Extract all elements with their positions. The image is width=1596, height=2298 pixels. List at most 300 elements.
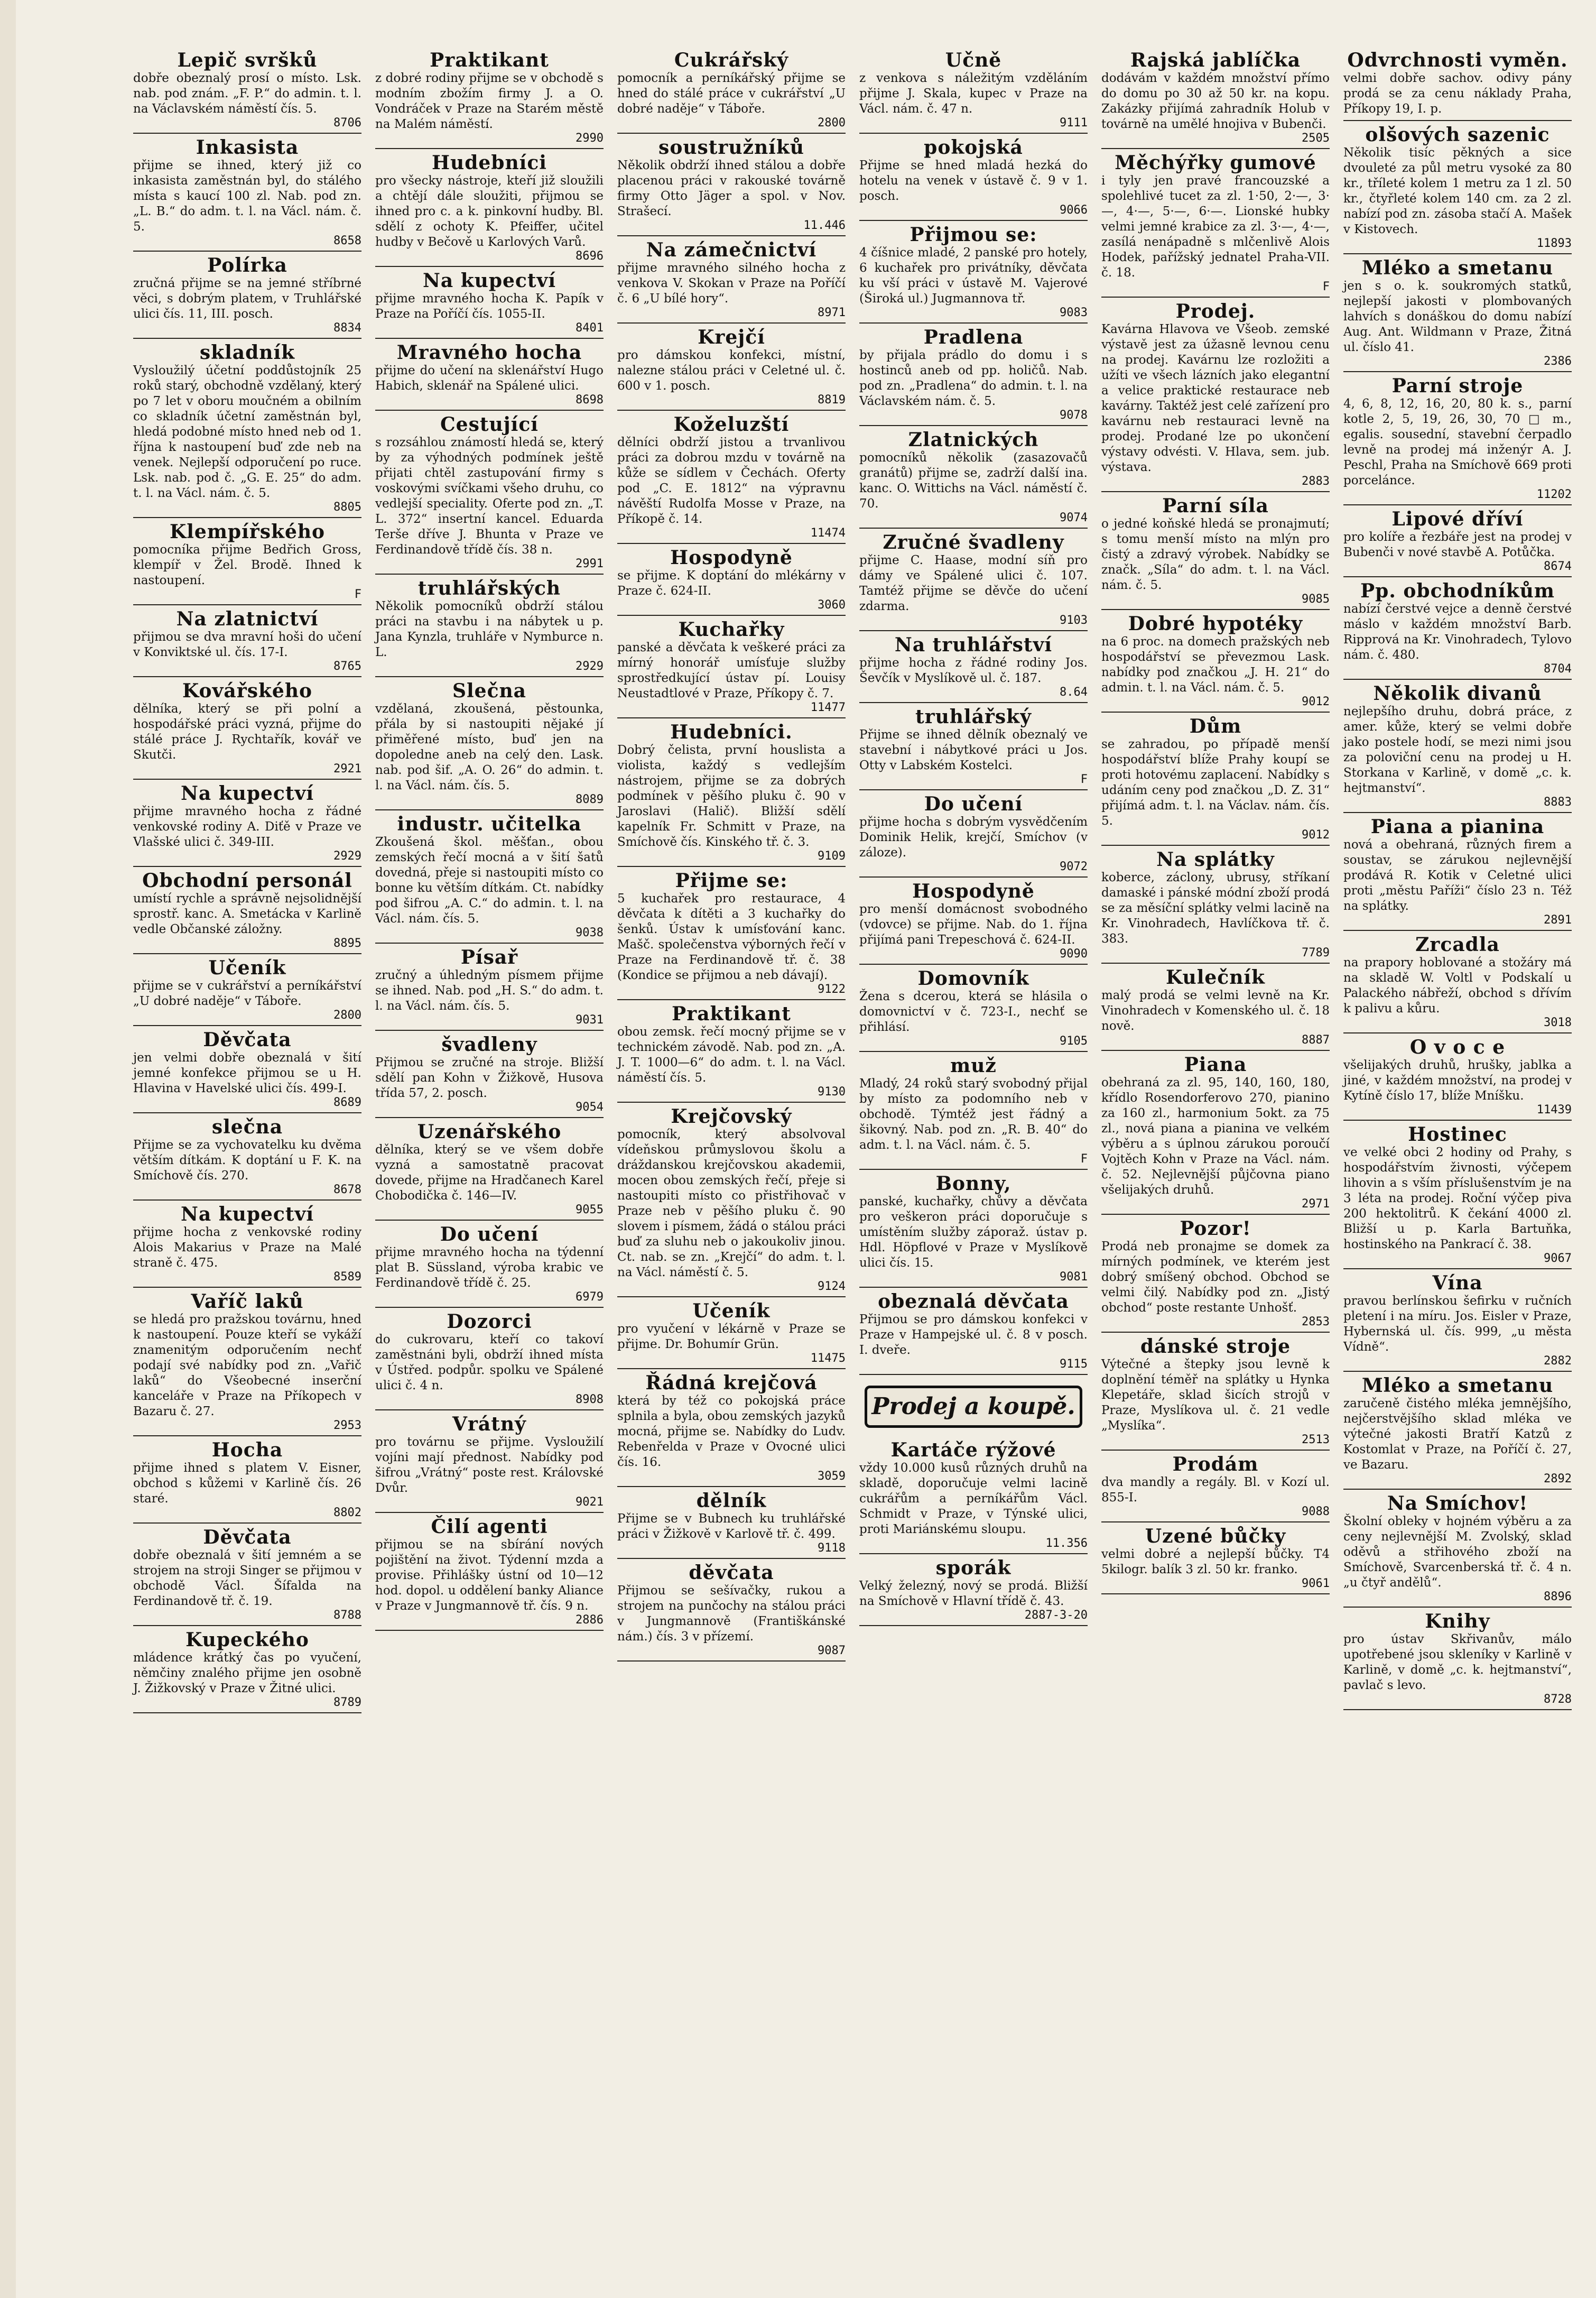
ad-heading: Lepič svršků: [177, 49, 318, 71]
classified-ad: [375, 813, 604, 944]
ad-body: přijme mravného hocha K. Papík v Praze na Poříčí čís. 1055-II.: [375, 292, 604, 321]
ad-body: jen s o. k. soukromých statků, nejlepší jakosti v plombovaných lahvích s donáškou do domu nabízí Aug. Ant. Wildmann v Praze, Žitná ul. číslo 41.: [1343, 279, 1572, 354]
ad-number: 9105: [1060, 1035, 1088, 1048]
ad-number: 9031: [576, 1013, 604, 1027]
ad-number: 9130: [818, 1085, 846, 1099]
classified-ad: [1101, 612, 1330, 713]
ad-body: vzdělaná, zkoušená, pěstounka, přála by si nastoupiti nějaké jí přiměřené místo, buď jen na dopoledne aneb na celý den. Lask. nab. pod šif. „A. O. 26“ do admin. t. l. na Václ. nám. čís. 5.: [375, 702, 604, 792]
ad-number: 2505: [1302, 132, 1330, 145]
ad-body: pro továrnu se přijme. Vysloužilí vojíni mají přednost. Nabídky pod šifrou „Vrátný“ poste rest. Královské Dvůr.: [375, 1435, 604, 1495]
ad-number: 8689: [333, 1096, 361, 1109]
ad-number: 8674: [1544, 560, 1572, 573]
ad-number: 8696: [576, 250, 604, 263]
classified-ad: [617, 136, 846, 236]
ad-heading: Měchýřky gumové: [1115, 152, 1316, 174]
classified-ad: [859, 1290, 1088, 1375]
ad-heading: Polírka: [207, 254, 287, 276]
ad-number: 9088: [1302, 1505, 1330, 1518]
ad-number: 9090: [1060, 947, 1088, 961]
ad-body: přijme hocha s dobrým vysvědčením Dominik Helik, krejčí, Smíchov (v záloze).: [859, 815, 1088, 860]
classified-ad: [375, 269, 604, 339]
classified-columns: [131, 49, 1574, 2227]
classified-ad: [859, 428, 1088, 529]
ad-body: přijme mravného hocha na týdenní plat B. Süssland, výroba krabic ve Ferdinandově třídě č. 25.: [375, 1245, 604, 1290]
classified-ad: [617, 1561, 846, 1662]
classified-ad: [1343, 1123, 1572, 1269]
classified-ad: [859, 880, 1088, 965]
ad-heading: dánské stroje: [1140, 1335, 1291, 1358]
ad-number: 8698: [576, 393, 604, 407]
ad-number: 7789: [1302, 946, 1330, 959]
ad-heading: Kartáče rýžové: [890, 1439, 1056, 1461]
ad-number: 11202: [1536, 488, 1572, 501]
ad-number: 8089: [576, 793, 604, 806]
ad-number: 2991: [576, 557, 604, 570]
ad-heading: Cestující: [440, 413, 539, 436]
classified-ad: [133, 679, 361, 780]
ad-number: 9118: [818, 1542, 846, 1555]
column-4: [857, 49, 1090, 2227]
ad-number: 8589: [333, 1270, 361, 1284]
ad-body: Prodá neb pronajme se domek za mírných podmínek, ve kterém jest dobrý smíšený obchod. Obchod se velmi čilý. Nabídky pod zn. „Jistý obchod“ poste restante Unhošť.: [1101, 1240, 1330, 1315]
ad-number: 8706: [333, 116, 361, 130]
ad-heading: dělník: [696, 1490, 767, 1512]
classified-ad: [375, 1223, 604, 1308]
ad-number: 9111: [1060, 116, 1088, 130]
page-edge: [0, 0, 16, 2298]
classified-ad: [375, 679, 604, 810]
ad-heading: švadleny: [441, 1033, 537, 1056]
ad-heading: Krejčí: [698, 326, 765, 348]
ad-number: 11.356: [1045, 1537, 1088, 1550]
ad-number: 11439: [1536, 1103, 1572, 1116]
ad-number: 9055: [576, 1203, 604, 1216]
ad-body: 4 číšnice mladé, 2 panské pro hotely, 6 kuchařek pro privátníky, děvčata ku vší práci v ústavě M. Vajerové (Široká ul.) Jugmannova tř.: [859, 246, 1088, 306]
classified-ad: [1101, 1053, 1330, 1215]
classified-ad: [859, 1556, 1088, 1626]
ad-heading: obeznalá děvčata: [878, 1290, 1069, 1313]
classified-ad: [133, 254, 361, 339]
ad-number: 2929: [333, 850, 361, 863]
ad-number: 8895: [333, 937, 361, 950]
classified-ad: [617, 1489, 846, 1559]
ad-body: zaručeně čistého mléka jemnějšího, nejčerstvějšího sklad mléka ve výtečné jakosti Bratří Katzů z Kostomlat v Praze, na Poříčí č. 27, ve Bazaru.: [1343, 1397, 1572, 1472]
classified-ad: [1343, 1271, 1572, 1372]
classified-ad: [133, 782, 361, 867]
ad-body: Velký železný, nový se prodá. Bližší na Smíchově v Hlavní třídě č. 43.: [859, 1579, 1088, 1608]
ad-heading: Na Smíchov!: [1387, 1492, 1528, 1515]
classified-ad: [133, 607, 361, 677]
ad-heading: Kovářského: [182, 680, 313, 702]
ad-heading: Mravného hocha: [396, 342, 582, 364]
ad-number: 2886: [576, 1613, 604, 1627]
ad-number: F: [1080, 773, 1088, 786]
classified-ad: [1101, 966, 1330, 1051]
ad-body: o jedné koňské hledá se pronajmutí; s tomu menší místo na mlýn pro čistý a zdravý výrobek. Nabídky se značk. „Síla“ do adm. t. l. na Václ. nám. č. 5.: [1101, 517, 1330, 592]
classified-ad: [1343, 1492, 1572, 1608]
ad-body: 5 kuchařek pro restaurace, 4 děvčata k dítěti a 3 kuchařky do šenků. Ústav k umísťování kanc. Mašč. společenstva výborných řečí v Praze na Ferdinandově tř. č. 38 (Kondice se přijmou a neb dávají).: [617, 892, 846, 982]
classified-ad: [375, 49, 604, 149]
classified-ad: [1343, 1610, 1572, 1710]
classified-ad: [1101, 1217, 1330, 1333]
ad-body: přijme mravného hocha z řádné venkovské rodiny A. Diťě v Praze ve Vlašské ulici č. 349-III.: [133, 805, 361, 849]
classified-ad: [859, 705, 1088, 790]
ad-heading: Cukrářský: [674, 49, 789, 71]
column-1: [131, 49, 364, 2227]
classified-ad: [133, 49, 361, 134]
ad-heading: Lipové dříví: [1391, 508, 1524, 530]
classified-ad: [859, 326, 1088, 426]
ad-heading: Dobré hypotéky: [1128, 613, 1303, 635]
ad-number: 2513: [1302, 1433, 1330, 1446]
classified-ad: [375, 413, 604, 575]
ad-heading: Kulečník: [1166, 966, 1265, 989]
ad-heading: Uzené bůčky: [1145, 1525, 1286, 1547]
ad-body: pro ústav Skřivanův, málo upotřebené jsou skleníky v Karlině v Karlině, v domě „c. k. hejtmanství“, pavlač s levo.: [1343, 1632, 1572, 1692]
ad-number: 9012: [1302, 828, 1330, 842]
classified-ad: [375, 1515, 604, 1631]
ad-number: 2990: [576, 132, 604, 145]
ad-heading: Praktikant: [672, 1003, 791, 1025]
ad-number: 8908: [576, 1393, 604, 1406]
classified-ad: [375, 1033, 604, 1118]
ad-number: 8788: [333, 1609, 361, 1622]
classified-ad: [1343, 1036, 1572, 1121]
ad-number: 2953: [333, 1419, 361, 1432]
ad-body: Několik obdrží ihned stálou a dobře placenou práci v rakouské továrně firmy Otto Jäger a spol. v Nov. Strašecí.: [617, 159, 846, 218]
ad-body: přijme hocha z venkovské rodiny Alois Makarius v Praze na Malé straně č. 475.: [133, 1225, 361, 1270]
ad-body: dodávám v každém množství přímo do domu po 30 až 50 kr. na kopu. Zakázky přijímá zahradník Holub v továrně na umělé hnojiva v Bubenči.: [1101, 71, 1330, 131]
ad-body: Žena s dcerou, která se hlásila o domovnictví v č. 723-I., nechť se přihlásí.: [859, 990, 1088, 1034]
ad-body: přijmou se dva mravní hoši do učení v Konviktské ul. čís. 17-I.: [133, 630, 361, 659]
classified-ad: [859, 792, 1088, 878]
ad-body: pro kolíře a řezbáře jest na prodej v Bubenči v nové stavbě A. Potůčka.: [1343, 530, 1572, 559]
ad-heading: olšových sazenic: [1365, 124, 1550, 146]
ad-heading: Do učení: [440, 1223, 539, 1245]
classified-ad: [1101, 49, 1330, 149]
ad-body: Školní obleky v hojném výběru a za ceny nejlevnější M. Zvolský, sklad oděvů a střihového zboží na Smíchově, Svarcenberská tř. č. 4 n. „u čtyř andělů“.: [1343, 1515, 1572, 1590]
classified-ad: [375, 577, 604, 677]
classified-ad: [133, 1628, 361, 1713]
ad-heading: Řádná krejčová: [645, 1372, 818, 1394]
ad-number: F: [354, 588, 361, 601]
ad-body: 4, 6, 8, 12, 16, 20, 80 k. s., parní kotle 2, 5, 19, 26, 30, 70 □ m., egalis. sousední, stavební čerpadlo levně na prodej má inženýr A. J. Peschl, Praha na Smíchově 669 proti porcelánce.: [1343, 397, 1572, 487]
ad-heading: Mléko a smetanu: [1361, 1374, 1554, 1397]
ad-number: 8819: [818, 393, 846, 407]
classified-ad: [1343, 507, 1572, 577]
ad-body: Několik pomocníků obdrží stálou práci na stavbu i na nábytek u p. Jana Kynzla, truhláře v Nymburce n. L.: [375, 599, 604, 659]
ad-body: která by též co pokojská práce splnila a byla, obou zemských jazyků mocná, přijme se. Nabídky do Ludv. Rebenřelda v Praze v Ovocné ulici čís. 16.: [617, 1394, 846, 1469]
ad-heading: Děvčata: [203, 1526, 292, 1548]
ad-heading: truhlářských: [417, 577, 561, 599]
classified-ad: [1101, 1335, 1330, 1451]
ad-number: 8802: [333, 1506, 361, 1519]
ad-heading: Vrátný: [452, 1413, 526, 1435]
ad-body: obou zemsk. řečí mocný přijme se v technickém závodě. Nab. pod zn. „A. J. T. 1000—6“ do adm. t. l. na Václ. náměstí čís. 5.: [617, 1025, 846, 1085]
column-3: [615, 49, 848, 2227]
classified-ad: [1343, 49, 1572, 121]
section-banner: Prodej a koupě.: [865, 1386, 1082, 1428]
ad-number: 2891: [1544, 913, 1572, 927]
ad-heading: Praktikant: [430, 49, 549, 71]
ad-number: 9087: [818, 1644, 846, 1657]
classified-ad: [859, 633, 1088, 703]
ad-body: pomocník a perníkářský přijme se hned do stálé práce v cukrářství „U dobré naděje“ v Táboře.: [617, 71, 846, 116]
ad-heading: Inkasista: [196, 136, 299, 159]
ad-heading: děvčata: [689, 1562, 774, 1584]
ad-heading: Učeník: [208, 957, 286, 979]
ad-number: 2800: [333, 1009, 361, 1022]
ad-number: 8658: [333, 234, 361, 247]
ad-heading: Piana: [1184, 1054, 1247, 1076]
ad-heading: Krejčovský: [671, 1105, 792, 1128]
ad-number: 9115: [1060, 1358, 1088, 1371]
ad-number: 9061: [1302, 1577, 1330, 1590]
ad-body: přijmou se na sbírání nových pojištění na život. Týdenní mzda a provise. Přihlášky ústní od 10—12 hod. dopol. u oddělení banky Aliance v Praze v Jungmannově tř. čís. 9 n.: [375, 1538, 604, 1613]
classified-ad: [133, 1526, 361, 1626]
ad-body: všelijakých druhů, hrušky, jablka a jiné, v každém množství, na prodej v Kytíně číslo 17, blíže Mníšku.: [1343, 1058, 1572, 1103]
ad-body: Kavárna Hlavova ve Všeob. zemské výstavě jest za úžasně levnou cenu na prodej. Kavárnu lze rozložiti a užíti ve všech lázních jako elegantní a velice praktické restaurace neb kavárny. Taktéž jest celé zařízení pro kavárnu neb restauraci levně na prodej. Prodané lze po ukončení výstavy odvésti. V. Hlava, sem. jub. výstava.: [1101, 322, 1330, 474]
ad-number: 9085: [1302, 593, 1330, 606]
ad-number: 2921: [333, 762, 361, 776]
ad-number: 2971: [1302, 1197, 1330, 1211]
ad-number: 9103: [1060, 614, 1088, 627]
ad-body: dva mandly a regály. Bl. v Kozí ul. 855-I.: [1101, 1475, 1330, 1505]
ad-number: 8401: [576, 321, 604, 335]
ad-heading: Parní stroje: [1391, 375, 1524, 397]
classified-ad: [1343, 123, 1572, 254]
classified-ad: [617, 238, 846, 324]
ad-heading: Odvrchnosti vyměn.: [1347, 49, 1568, 71]
classified-ad: [133, 1115, 361, 1201]
ad-body: přijme se ihned, který již co inkasista zaměstnán byl, do stálého místa s kaucí 100 zl. Nab. pod zn. „L. B.“ do adm. t. l. na Václ. nám. č. 5.: [133, 159, 361, 234]
ad-number: 3018: [1544, 1016, 1572, 1029]
classified-ad: [859, 967, 1088, 1052]
ad-heading: Zlatnických: [908, 429, 1039, 451]
ad-heading: Bonny,: [935, 1173, 1012, 1195]
ad-number: 9074: [1060, 511, 1088, 524]
ad-number: 11.446: [803, 219, 846, 232]
classified-ad: [1101, 848, 1330, 964]
classified-ad: [1343, 815, 1572, 931]
ad-heading: Prodej.: [1175, 300, 1256, 322]
ad-number: 8971: [818, 306, 846, 319]
classified-ad: [1101, 300, 1330, 492]
ad-number: 8789: [333, 1696, 361, 1709]
ad-body: se hledá pro pražskou továrnu, hned k nastoupení. Pouze kteří se vykáží znamenitým odporučením nechť podají své nabídky pod zn. „Vařič laků“ do Všeobecné inserční kanceláře v Praze na Příkopech v Bazaru č. 27.: [133, 1313, 361, 1418]
classified-ad: [375, 1310, 604, 1410]
ad-heading: Dozorci: [447, 1310, 532, 1333]
classified-ad: [617, 546, 846, 616]
ad-number: 11474: [810, 527, 846, 540]
ad-body: Přijme se hned mladá hezká do hotelu na venek v ústavě č. 9 v 1. posch.: [859, 159, 1088, 203]
ad-heading: Domovník: [917, 967, 1029, 990]
ad-number: 8678: [333, 1183, 361, 1196]
ad-body: Zkoušená škol. měšťan., obou zemských řečí mocná a v šití šatů dovedná, přeje si nastoupiti místo co bonne ku větším dítkám. Ct. nabídky pod šifrou „A. C.“ do admin. t. l. na Václ. nám. čís. 5.: [375, 835, 604, 926]
ad-heading: Do učení: [924, 793, 1023, 815]
ad-body: Vysloužilý účetní poddůstojník 25 roků starý, obchodně vzdělaný, který po 7 let v oboru moučném a obilním co skladník účetní zaměstnán byl, hledá podobné místo hned neb od 1. října k nastoupení buď zde neb na venek. Nejlepší odporučení po ruce. Lsk. nab. pod č. „G. E. 25“ do adm. t. l. na Václ. nám. č. 5.: [133, 364, 361, 500]
ad-heading: Klempířského: [169, 521, 326, 543]
ad-body: Dobrý čelista, první houslista a violista, každý s vedlejším nástrojem, přijme se za dobrých podmínek v pěšího pluku č. 90 v Jaroslavi (Halič). Bližší sdělí kapelník Fr. Schmitt v Praze, na Smíchově čís. Kinského tř. č. 3.: [617, 743, 846, 849]
ad-number: 8887: [1302, 1033, 1330, 1047]
classified-ad: [617, 1105, 846, 1297]
ad-body: se přijme. K doptání do mlékárny v Praze č. 624-II.: [617, 569, 846, 598]
ad-heading: Kupeckého: [185, 1629, 309, 1651]
classified-ad: [133, 520, 361, 605]
ad-heading: Hocha: [211, 1439, 283, 1461]
ad-body: Přijme se za vychovatelku ku dvěma větším dítkám. K doptání u F. K. na Smíchově čís. 270.: [133, 1138, 361, 1183]
ad-heading: Na zámečnictví: [646, 239, 817, 261]
ad-heading: Hostinec: [1408, 1123, 1507, 1146]
classified-ad: [1101, 494, 1330, 610]
ad-body: zručná přijme se na jemné stříbrné věci, s dobrým platem, v Truhlářské ulici čís. 11, III. posch.: [133, 276, 361, 321]
ad-heading: sporák: [935, 1557, 1012, 1579]
ad-number: 9054: [576, 1101, 604, 1114]
classified-ad: [617, 326, 846, 411]
classified-ad: [617, 49, 846, 134]
ad-heading: O v o c e: [1409, 1036, 1506, 1058]
ad-heading: Obchodní personál: [142, 870, 352, 892]
classified-ad: [1343, 933, 1572, 1033]
ad-heading: Čilí agenti: [431, 1516, 548, 1538]
ad-heading: Prodám: [1172, 1453, 1259, 1475]
ad-heading: Přijmou se:: [910, 224, 1037, 246]
ad-number: 6979: [576, 1290, 604, 1304]
ad-number: 8728: [1544, 1693, 1572, 1706]
classified-ad: [859, 1438, 1088, 1554]
ad-heading: Na kupectví: [180, 1203, 314, 1225]
ad-number: 2853: [1302, 1315, 1330, 1328]
classified-ad: [133, 136, 361, 252]
ad-body: z venkova s náležitým vzděláním přijme J. Skala, kupec v Praze na Václ. nám. č. 47 n.: [859, 71, 1088, 116]
ad-heading: Hudebníci: [432, 152, 547, 174]
ad-heading: Koželuzští: [673, 413, 790, 436]
ad-number: 2892: [1544, 1472, 1572, 1485]
ad-body: ve velké obci 2 hodiny od Prahy, s hospodářstvím živnosti, výčepem lihovin a s vším příslušenstvím je na 3 léta na prodej. Roční výčep piva 200 hektolitrů. K čekání 4000 zl. Bližší u p. Karla Bartuňka, hostinského na Pankrací č. 38.: [1343, 1146, 1572, 1251]
ad-number: F: [1322, 280, 1330, 293]
ad-body: velmi dobré a nejlepší bůčky. T4 5kilogr. balík 3 zl. 50 kr. franko.: [1101, 1547, 1330, 1576]
classified-ad: [617, 1002, 846, 1103]
ad-body: jen velmi dobře obeznalá v šití jemné konfekce přijmou se u H. Hlavina v Havelské ulici čís. 499-I.: [133, 1051, 361, 1095]
ad-body: přijme se v cukrářství a perníkářství „U dobré naděje“ v Táboře.: [133, 979, 361, 1008]
classified-ad: [617, 1371, 846, 1487]
ad-body: Přijme se ihned dělník obeznalý ve stavební i nábytkové práci u Jos. Otty v Labském Kostelci.: [859, 728, 1088, 772]
ad-heading: Písař: [460, 946, 518, 968]
classified-ad: [1101, 151, 1330, 298]
ad-body: i tyly jen pravé francouzské a spolehlivé tucet za zl. 1·50, 2·—, 3·—, 4·—, 5·—, 6·—. Lionské hubky velmi jemné krabice za zl. 3·—, 4·—, zasílá nenápadně s mlčenlivě Alois Hodek, pařížský jednatel Praha-VII. č. 18.: [1101, 174, 1330, 280]
ad-heading: Na splátky: [1156, 848, 1275, 871]
ad-body: Přijmou se pro dámskou konfekci v Praze v Hampejské ul. č. 8 v posch. I. dveře.: [859, 1313, 1088, 1357]
classified-ad: [375, 1413, 604, 1513]
ad-heading: Dům: [1189, 715, 1242, 737]
ad-heading: Vaříč laků: [191, 1290, 304, 1313]
ad-number: 9081: [1060, 1270, 1088, 1284]
ad-body: do cukrovaru, kteří co takoví zaměstnáni byli, obdrží ihned místa v Ústřed. podpůr. spolku ve Spálené ulici č. 4 n.: [375, 1333, 604, 1392]
ad-heading: muž: [950, 1055, 997, 1077]
ad-number: 8805: [333, 501, 361, 514]
ad-body: dobře obeznalý prosí o místo. Lsk. nab. pod znám. „F. P.“ do admin. t. l. na Václavském náměstí čís. 5.: [133, 71, 361, 116]
ad-number: 2887-3-20: [1024, 1609, 1088, 1622]
classified-ad: [375, 151, 604, 267]
ad-number: F: [1080, 1152, 1088, 1166]
ad-number: 2883: [1302, 475, 1330, 488]
classified-ad: [859, 136, 1088, 221]
ad-number: 9021: [576, 1496, 604, 1509]
ad-body: Mladý, 24 roků starý svobodný přijal by místo za podomního neb v obchodě. Týmtéž jest řádný a šikovný. Nab. pod zn. „R. B. 40“ do adm. t. l. na Václ. nám. č. 5.: [859, 1077, 1088, 1152]
ad-heading: Na truhlářství: [894, 634, 1053, 656]
ad-heading: Parní síla: [1162, 495, 1269, 517]
ad-number: 9083: [1060, 306, 1088, 319]
classified-ad: [617, 1299, 846, 1369]
ad-body: velmi dobře sachov. odivy pány prodá se za cenu náklady Praha, Příkopy 19, I. p.: [1343, 71, 1572, 116]
ad-body: přijme ihned s platem V. Eisner, obchod s kůžemi v Karlině čís. 26 staré.: [133, 1461, 361, 1506]
ad-body: Přijmou se zručné na stroje. Bližší sdělí pan Kohn v Žižkově, Husova třída 57, 2. posch.: [375, 1056, 604, 1100]
classified-ad: [375, 341, 604, 411]
ad-body: koberce, záclony, ubrusy, stříkaní damaské i pánské módní zboží prodá se za měsíční splátky velmi lacině na Kr. Vinohradech, Havlíčkova tř. č. 383.: [1101, 871, 1330, 946]
ad-heading: Rajská jablíčka: [1130, 49, 1301, 71]
classified-ad: [859, 1054, 1088, 1170]
ad-heading: Vína: [1432, 1272, 1483, 1294]
ad-body: nejlepšího druhu, dobrá práce, z amer. kůže, který se velmi dobře jako postele hodí, se mezi nimi jsou za poloviční cenu na prodej u H. Storkana v Karlině, v domě „c. k. hejtmanství“.: [1343, 705, 1572, 795]
ad-heading: Několik divanů: [1373, 682, 1542, 705]
ad-body: dělníci obdrží jistou a trvanlivou práci za dobrou mzdu v továrně na kůže se sídlem v Čechách. Oferty pod „C. E. 1812“ na výpravnu návěští Rudolfa Mosse v Praze, na Příkopě č. 14.: [617, 436, 846, 526]
ad-body: nabízí čerstvé vejce a denně čerstvé máslo v každém množství Barb. Ripprová na Kr. Vinohradech, Tylovo nám. č. 480.: [1343, 602, 1572, 662]
ad-body: Výtečné a štepky jsou levně k doplnění téměř na splátky u Hynka Klepetáře, sklad šicích strojů v Praze, Myslíkova ul. č. 21 vedle „Myslíka“.: [1101, 1358, 1330, 1433]
ad-body: s rozsáhlou známostí hledá se, který by za výhodných podmínek ještě přijati chtěl zastupování firmy s voskovými svíčkami všeho druhu, co vedlejší speciality. Oferte pod zn. „T. L. 372“ insertní kancel. Eduarda Terše dříve J. Bhunta v Praze ve Ferdinandově třídě čís. 38 n.: [375, 436, 604, 557]
ad-number: 11475: [810, 1352, 846, 1365]
ad-body: zručný a úhledným písmem přijme se ihned. Nab. pod „H. S.“ do adm. t. l. na Václ. nám. čís. 5.: [375, 968, 604, 1013]
classified-ad: [133, 1028, 361, 1113]
ad-number: 2882: [1544, 1354, 1572, 1368]
ad-heading: Na zlatnictví: [176, 608, 319, 630]
classified-ad: [1343, 579, 1572, 680]
ad-heading: Hospodyně: [912, 880, 1035, 902]
column-2: [373, 49, 606, 2227]
ad-heading: Hospodyně: [670, 547, 793, 569]
ad-heading: truhlářský: [915, 706, 1032, 728]
ad-heading: industr. učitelka: [397, 813, 582, 835]
ad-heading: Knihy: [1425, 1610, 1490, 1632]
ad-body: pro dámskou konfekci, místní, nalezne stálou práci v Celetné ul. č. 600 v 1. posch.: [617, 348, 846, 393]
ad-heading: Pp. obchodníkům: [1360, 580, 1555, 602]
ad-number: 9067: [1544, 1252, 1572, 1265]
classified-ad: [1343, 256, 1572, 372]
ad-body: by přijala prádlo do domu i s hostinců aneb od pp. holičů. Nab. pod zn. „Pradlena“ do admin. t. l. na Václavském nám. č. 5.: [859, 348, 1088, 408]
ad-number: 8834: [333, 321, 361, 335]
ad-heading: Přijme se:: [675, 870, 788, 892]
ad-body: dělníka, který se při polní a hospodářské práci vyzná, přijme do stálé práce J. Rychtařík, kovář ve Skutči.: [133, 702, 361, 762]
ad-body: malý prodá se velmi levně na Kr. Vinohradech v Komenského ul. č. 18 nově.: [1101, 989, 1330, 1033]
ad-body: pomocníka přijme Bedřich Gross, klempíř v Žel. Brodě. Ihned k nastoupení.: [133, 543, 361, 587]
ad-body: pro všecky nástroje, kteří již sloužili a chtějí dále sloužiti, přijmou se ihned pro c. a k. pinkovní hudby. Bl. sdělí z ochoty K. Pfeiffer, učitel hudby v Bečově u Karlových Varů.: [375, 174, 604, 249]
ad-number: 3059: [818, 1470, 846, 1483]
ad-heading: Piana a pianina: [1370, 816, 1545, 838]
ad-number: 9066: [1060, 204, 1088, 217]
ad-body: přijme mravného silného hocha z venkova V. Skokan v Praze na Poříčí č. 6 „U bílé hory“.: [617, 261, 846, 306]
ad-number: 9109: [818, 850, 846, 863]
column-6: [1341, 49, 1574, 2227]
ad-heading: Pozor!: [1180, 1217, 1251, 1240]
ad-body: nová a obehraná, různých firem a soustav, se zárukou nejlevnější prodává R. Kotik v Celetné ulici proti „městu Paříži“ číslo 23 n. Též na splátky.: [1343, 838, 1572, 913]
ad-body: na 6 proc. na domech pražských neb hospodářství se převezmou Lask. nabídky pod značkou „J. H. 21“ do admin. t. l. na Václ. nám. č. 5.: [1101, 635, 1330, 695]
ad-number: 8704: [1544, 662, 1572, 676]
ad-heading: Učeník: [692, 1300, 771, 1322]
ad-heading: Mléko a smetanu: [1361, 257, 1554, 279]
ad-number: 9078: [1060, 409, 1088, 422]
ad-body: pomocníků několik (zasazovačů granátů) přijme se, zadrží další ina. kanc. O. Wittichs na Václ. náměstí č. 70.: [859, 451, 1088, 511]
ad-body: pravou berlínskou šefirku v ručních pletení i na míru. Jos. Eisler v Praze, Hybernská ul. čís. 999, „u města Vídně“.: [1343, 1294, 1572, 1354]
classified-ad: [617, 721, 846, 867]
